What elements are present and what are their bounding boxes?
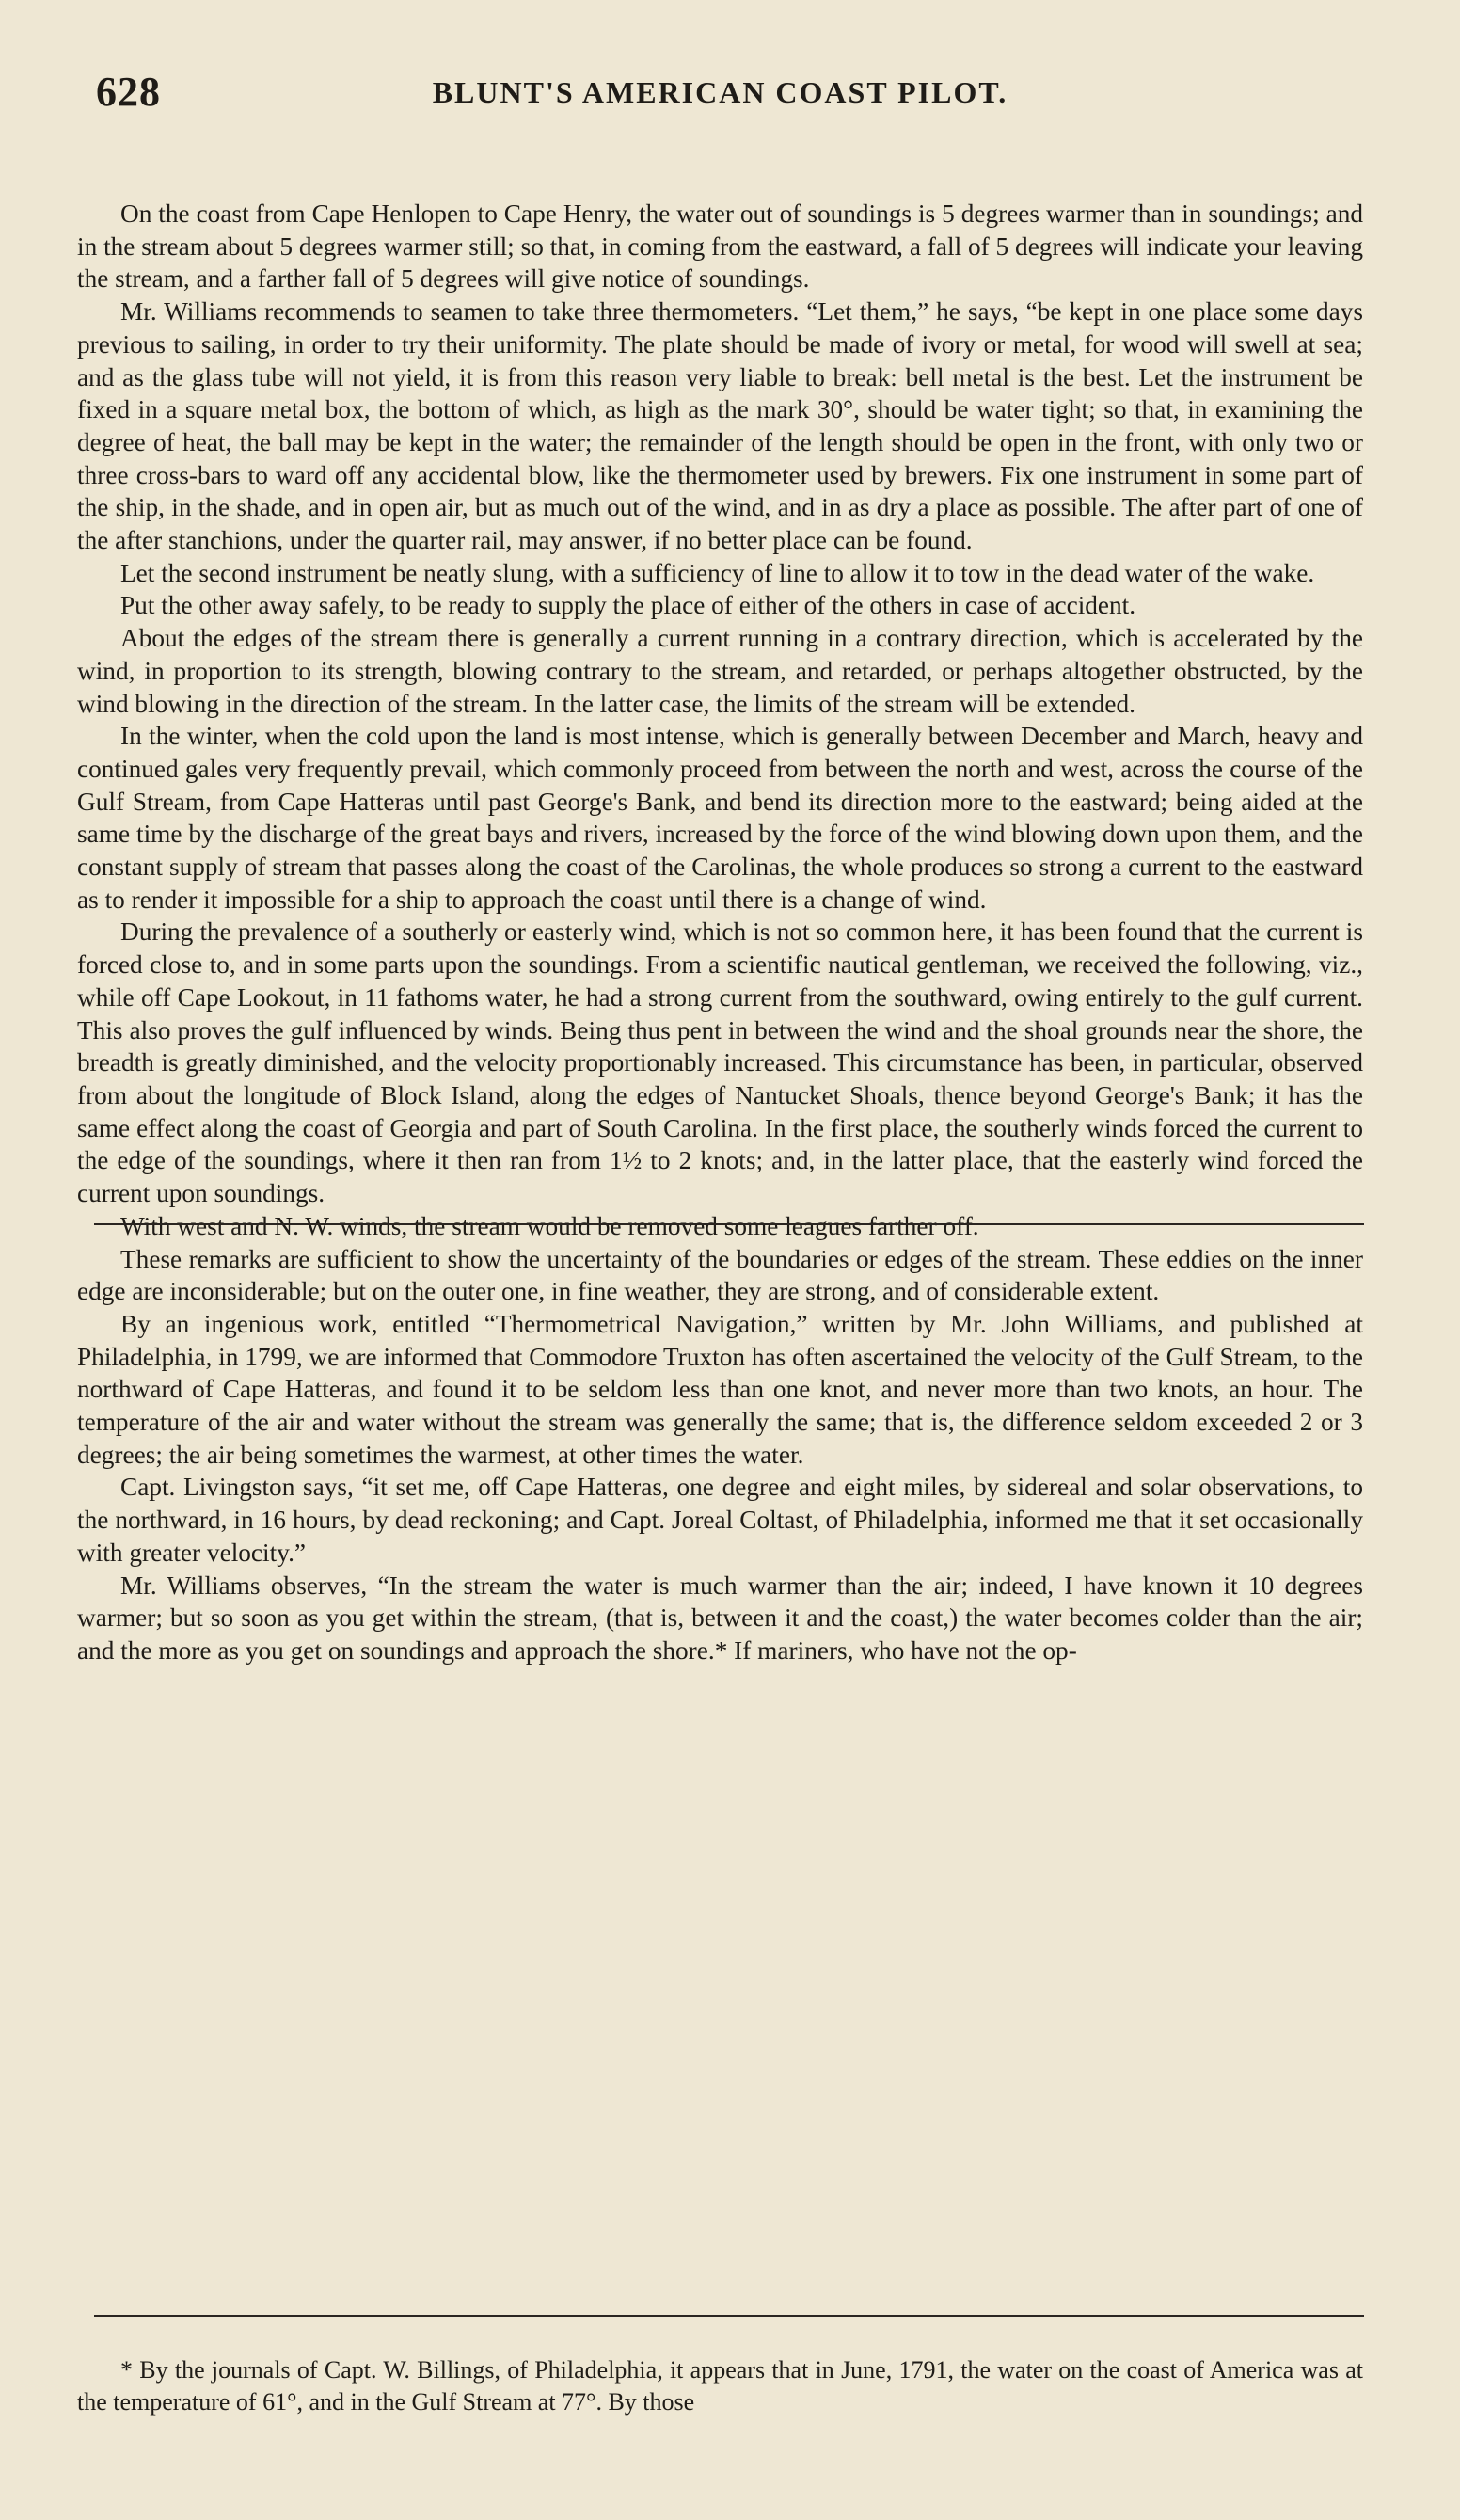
paragraph: In the winter, when the cold upon the land is most intense, which is generally between December and March, heavy and continued gales very frequently prevail, which commonly proceed from between the north and west, across the course of the Gulf Stream, from Cape Hatteras until past George's Bank, and bend its direction more to the eastward; being aided at the same time by the discharge of the great bays and rivers, increased by the force of the wind blowing down upon them, and the constant supply of stream that passes along the coast of the Carolinas, the whole produces so strong a current to the eastward as to render it impossible for a ship to approach the coast until there is a change of wind. xyxy=(77,722,1363,914)
paragraph: These remarks are sufficient to show the uncertainty of the boundaries or edges of the stream. These eddies on the inner edge are inconsiderable; but on the outer one, in fine weather, they are strong, and of considerable extent. xyxy=(77,1244,1363,1306)
page-header xyxy=(77,56,1363,122)
paragraph: Mr. Williams observes, “In the stream the water is much warmer than the air; indeed, I have known it 10 degrees warmer; but so soon as you get within the stream, (that is, between it and the coast,) the water becomes colder than the air; and the more as you get on soundings and approach the shore.* If mariners, who have not the op- xyxy=(77,1571,1363,1665)
footnote-text: * By the journals of Capt. W. Billings, of Philadelphia, it appears that in June, 1791, the water on the coast of America was at the temperature of 61°, and in the Gulf Stream at 77°. By those xyxy=(77,2356,1363,2416)
page-number: 628 xyxy=(96,69,161,115)
paragraph: Let the second instrument be neatly slung, with a sufficiency of line to allow it to tow in the dead water of the wake. xyxy=(120,558,1315,587)
footnote xyxy=(77,2354,1363,2418)
paragraph: With west and N. W. winds, the stream would be removed some leagues farther off. xyxy=(120,1211,979,1240)
footnote-divider xyxy=(94,2315,1364,2317)
paragraph: Put the other away safely, to be ready to supply the place of either of the others in case of accident. xyxy=(120,591,1136,620)
running-title: BLUNT'S AMERICAN COAST PILOT. xyxy=(432,75,1008,109)
body-text xyxy=(77,198,1363,1667)
paragraph: Mr. Williams recommends to seamen to take three thermometers. “Let them,” he says, “be kept in one place some days previous to sailing, in order to try their uniformity. The plate should be made of ivory or metal, for wood will swell at sea; and as the glass tube will not yield, it is from this reason very liable to break: bell metal is the best. Let the instrument be fixed in a square metal box, the bottom of which, as high as the mark 30°, should be water tight; so that, in examining the degree of heat, the ball may be kept in the water; the remainder of the length should be open in the front, with only two or three cross-bars to ward off any accidental blow, like the thermometer used by brewers. Fix one instrument in some part of the ship, in the shade, and in open air, but as much out of the wind, and in as dry a place as possible. The after part of one of the after stanchions, under the quarter rail, may answer, if no better place can be found. xyxy=(77,297,1363,555)
paragraph: On the coast from Cape Henlopen to Cape Henry, the water out of soundings is 5 degrees warmer than in soundings; and in the stream about 5 degrees warmer still; so that, in coming from the eastward, a fall of 5 degrees will indicate your leaving the stream, and a farther fall of 5 degrees will give notice of soundings. xyxy=(77,199,1363,294)
paragraph: About the edges of the stream there is generally a current running in a contrary direction, which is accelerated by the wind, in proportion to its strength, blowing contrary to the stream, and retarded, or perhaps altogether obstructed, by the wind blowing in the direction of the stream. In the latter case, the limits of the stream will be extended. xyxy=(77,624,1363,718)
paragraph: During the prevalence of a southerly or easterly wind, which is not so common here, it has been found that the current is forced close to, and in some parts upon the soundings. From a scientific nautical gentleman, we received the following, viz., while off Cape Lookout, in 11 fathoms water, he had a strong current from the southward, owing entirely to the gulf current. This also proves the gulf influenced by winds. Being thus pent in between the wind and the shoal grounds near the shore, the breadth is greatly diminished, and the velocity proportionably increased. This circumstance has been, in particular, observed from about the longitude of Block Island, along the edges of Nantucket Shoals, thence beyond George's Bank; it has the same effect along the coast of Georgia and part of South Carolina. In the first place, the southerly winds forced the current to the edge of the soundings, where it then ran from 1½ to 2 knots; and, in the latter place, that the easterly wind forced the current upon soundings. xyxy=(77,917,1363,1208)
section-divider xyxy=(94,1223,1364,1225)
paragraph: Capt. Livingston says, “it set me, off Cape Hatteras, one degree and eight miles, by sidereal and solar observations, to the northward, in 16 hours, by dead reckoning; and Capt. Joreal Coltast, of Philadelphia, informed me that it set occasionally with greater velocity.” xyxy=(77,1473,1363,1567)
paragraph: By an ingenious work, entitled “Thermometrical Navigation,” written by Mr. John Williams, and published at Philadelphia, in 1799, we are informed that Commodore Truxton has often ascertained the velocity of the Gulf Stream, to the northward of Cape Hatteras, and found it to be seldom less than one knot, and never more than two knots, an hour. The temperature of the air and water without the stream was generally the same; that is, the difference seldom exceeded 2 or 3 degrees; the air being sometimes the warmest, at other times the water. xyxy=(77,1309,1363,1469)
